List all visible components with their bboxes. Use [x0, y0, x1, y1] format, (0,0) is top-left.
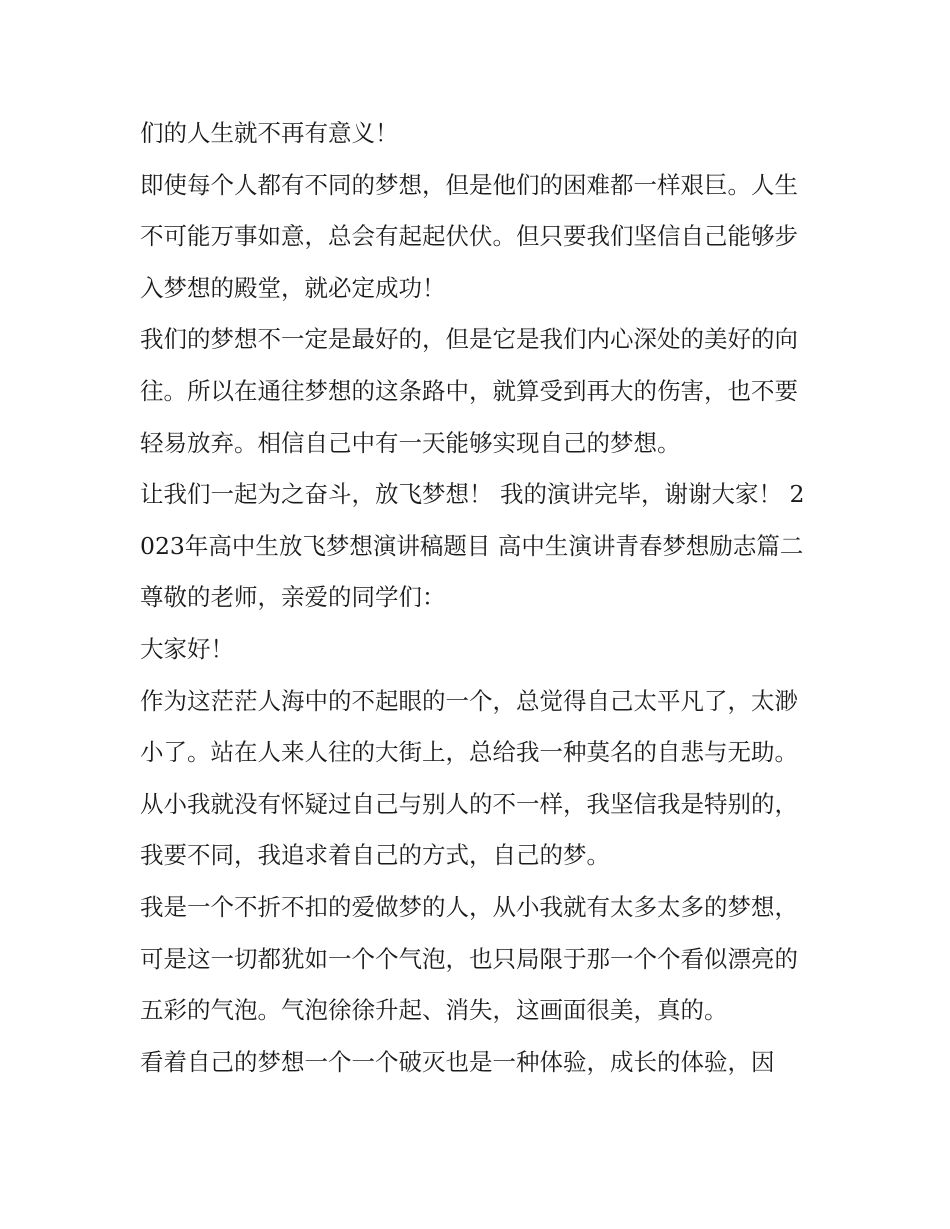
paragraph: 们的人生就不再有意义！ [140, 119, 399, 147]
paragraph: 作为这茫茫人海中的不起眼的一个，总觉得自己太平凡了，太渺小了。站在人来人往的大街上，总给我一种莫名的自悲与无助。从小我就没有怀疑过自己与别人的不一样，我坚信我是特别的，我要不同，我追求着自己的方式，自己的梦。 [140, 686, 798, 870]
document-body [140, 108, 815, 1088]
paragraph: 即使每个人都有不同的梦想，但是他们的困难都一样艰巨。人生不可能万事如意，总会有起起伏伏。但只要我们坚信自己能够步入梦想的殿堂，就必定成功！ [140, 170, 798, 302]
paragraph: 看着自己的梦想一个一个破灭也是一种体验，成长的体验，因 [140, 1047, 775, 1076]
paragraph: 让我们一起为之奋斗，放飞梦想！ 我的演讲完毕，谢谢大家！ 2023年高中生放飞梦想演讲稿题目 高中生演讲青春梦想励志篇二 尊敬的老师，亲爱的同学们： [140, 480, 805, 612]
paragraph: 我们的梦想不一定是最好的，但是它是我们内心深处的美好的向往。所以在通往梦想的这条路中，就算受到再大的伤害，也不要轻易放弃。相信自己中有一天能够实现自己的梦想。 [140, 325, 798, 457]
paragraph: 大家好！ [140, 634, 234, 663]
paragraph: 我是一个不折不扣的爱做梦的人，从小我就有太多太多的梦想，可是这一切都犹如一个个气泡，也只局限于那一个个看似漂亮的五彩的气泡。气泡徐徐升起、消失，这画面很美，真的。 [140, 892, 798, 1025]
